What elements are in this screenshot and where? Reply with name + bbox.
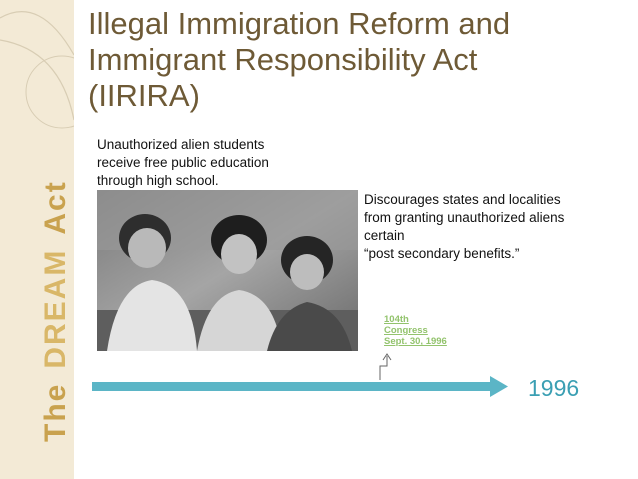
vertical-title	[38, 180, 74, 442]
year-label: 1996	[528, 375, 580, 401]
left-description-line: through high school.	[97, 173, 219, 188]
vertical-title-dream: DREAM	[39, 248, 72, 369]
vertical-title-act: Act	[39, 180, 72, 235]
slide-title-line: (IIRIRA)	[88, 78, 200, 113]
congress-line[interactable]: Congress	[384, 325, 428, 336]
congress-line[interactable]: Sept. 30, 1996	[384, 336, 447, 347]
vertical-title-the: The	[39, 382, 72, 442]
right-description-line: from granting unauthorized aliens	[364, 210, 565, 225]
right-description-line: “post secondary benefits.”	[364, 246, 520, 261]
slide-title-line: Immigrant Responsibility Act	[88, 42, 478, 77]
children-photo	[97, 190, 358, 351]
right-description-line: Discourages states and localities	[364, 192, 561, 207]
congress-note[interactable]	[384, 314, 447, 347]
sidebar	[0, 0, 74, 479]
right-description	[364, 191, 634, 263]
left-description-line: Unauthorized alien students	[97, 137, 265, 152]
timeline-arrow	[92, 372, 512, 402]
slide-title-line: Illegal Immigration Reform and	[88, 6, 511, 41]
slide-title	[88, 6, 633, 114]
congress-line[interactable]: 104th	[384, 314, 409, 325]
decorative-curves	[0, 0, 74, 140]
left-description-line: receive free public education	[97, 155, 269, 170]
right-description-line: certain	[364, 228, 405, 243]
left-description	[97, 136, 357, 190]
